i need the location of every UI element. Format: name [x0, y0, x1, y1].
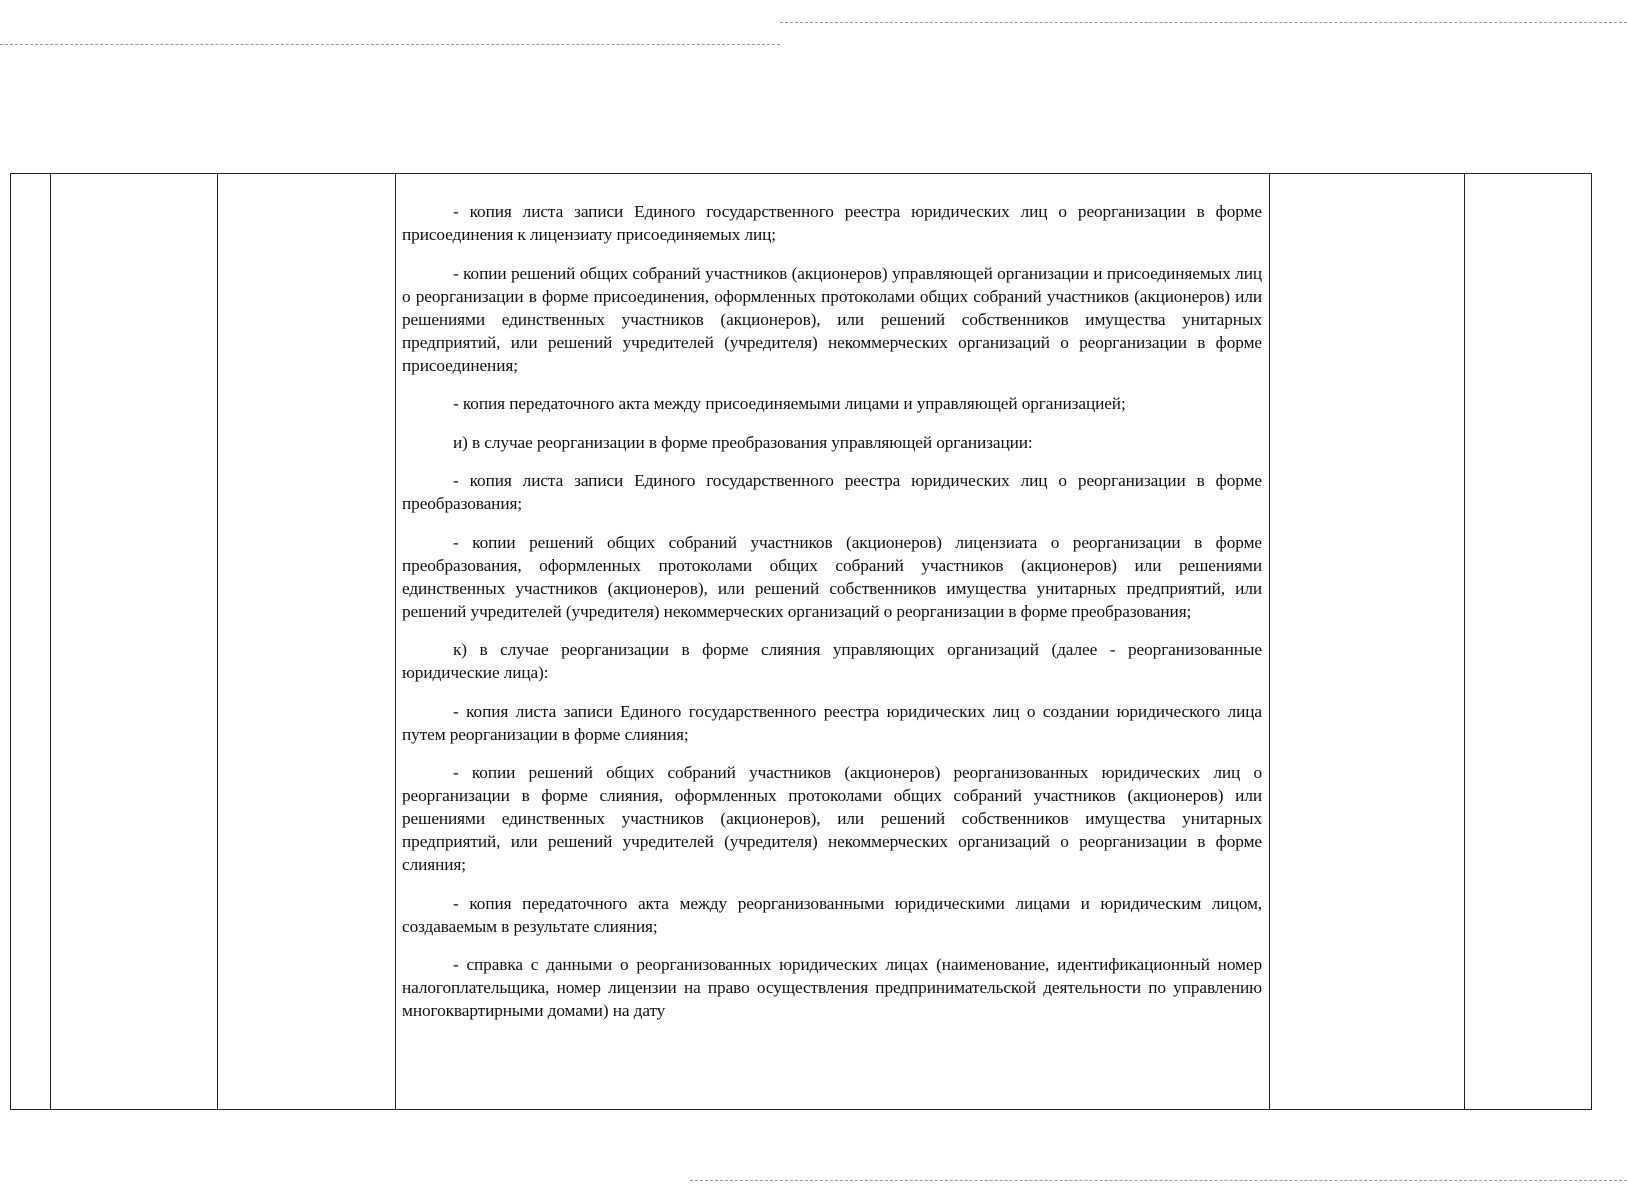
table-content-cell — [402, 200, 1262, 1102]
document-paragraph: к) в случае реорганизации в форме слияния управляющих организаций (далее - реорганизованные юридические лица): — [402, 640, 1262, 682]
table-column-divider — [50, 173, 51, 1110]
table-column-divider — [395, 173, 396, 1110]
document-paragraph: - копии решений общих собраний участников (акционеров) управляющей организации и присоединяемых лиц о реорганизации в форме присоединения, оформленных протоколами общих собраний участников (акционеров) или решениями единственных участников (акционеров), или решений собственников имущества унитарных предприятий, или решений учредителей (учредителя) некоммерческих организаций о реорганизации в форме присоединения; — [402, 263, 1262, 375]
table-column-divider — [217, 173, 218, 1110]
document-paragraph: - копия передаточного акта между реорганизованными юридическими лицами и юридическим лицом, создаваемым в результате слияния; — [402, 893, 1262, 936]
document-paragraph: - копии решений общих собраний участников (акционеров) лицензиата о реорганизации в форме преобразования, оформленных протоколами общих собраний участников (акционеров) или решениями единственных участников (акционеров), или решений собственников имущества унитарных предприятий, или решений учредителей (учредителя) некоммерческих организаций о реорганизации в форме преобразования; — [402, 532, 1262, 621]
table-column-divider — [1269, 173, 1270, 1110]
document-paragraph: - копия передаточного акта между присоединяемыми лицами и управляющей организацией; — [453, 394, 1126, 413]
document-paragraph: - копия листа записи Единого государственного реестра юридических лиц о создании юридического лица путем реорганизации в форме слияния; — [402, 701, 1262, 744]
document-paragraph: - копия листа записи Единого государственного реестра юридических лиц о реорганизации в форме присоединения к лицензиату присоединяемых лиц; — [402, 202, 1262, 244]
scan-artifact-line — [690, 1180, 1627, 1181]
scan-artifact-line — [780, 22, 1627, 23]
document-paragraph: - копия листа записи Единого государственного реестра юридических лиц о реорганизации в форме преобразования; — [402, 471, 1262, 513]
document-paragraph: - копии решений общих собраний участников (акционеров) реорганизованных юридических лиц о реорганизации в форме слияния, оформленных протоколами общих собраний участников (акционеров) или решениями единственных участников (акционеров), или решений собственников имущества унитарных предприятий, или решений учредителей (учредителя) некоммерческих организаций о реорганизации в форме слияния; — [402, 763, 1262, 874]
document-paragraph: - справка с данными о реорганизованных юридических лицах (наименование, идентификационный номер налогоплательщика, номер лицензии на право осуществления предпринимательской деятельности по управлению многоквартирными домами) на дату — [402, 955, 1262, 1020]
table-column-divider — [1464, 173, 1465, 1110]
scan-artifact-line — [0, 44, 780, 45]
document-paragraph: и) в случае реорганизации в форме преобразования управляющей организации: — [453, 432, 1033, 452]
